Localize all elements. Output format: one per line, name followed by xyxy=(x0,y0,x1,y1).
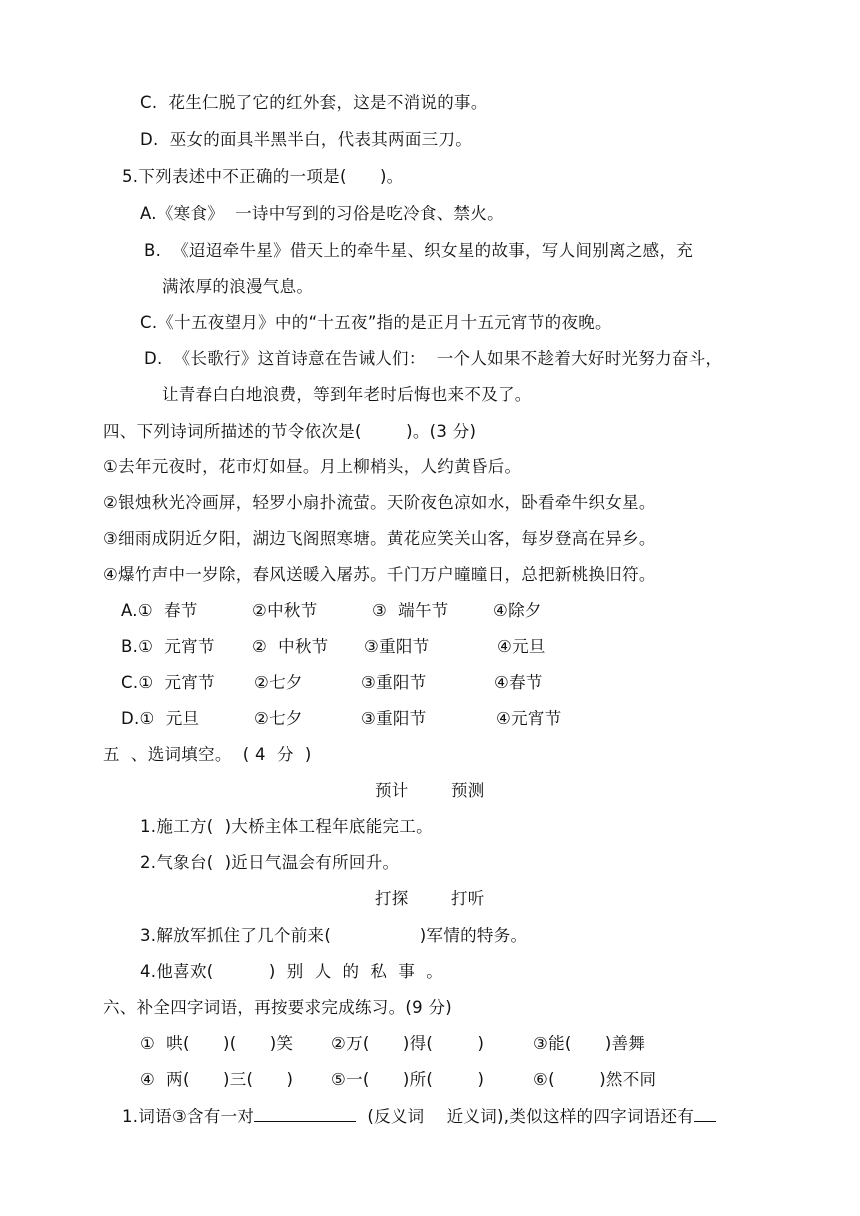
idiom-5: ⑤一( )所( ) xyxy=(331,1070,485,1089)
option-a-4: ④除夕 xyxy=(493,601,542,620)
option-d-2: ②七夕 xyxy=(254,709,303,728)
q3-option-c: C. 花生仁脱了它的红外套，这是不消说的事。 xyxy=(140,93,488,112)
option-d-1: D.① 元旦 xyxy=(121,709,200,728)
option-b-1: B.① 元宵节 xyxy=(121,637,215,656)
q5-option-d-line2: 让青春白白地浪费，等到年老时后悔也来不及了。 xyxy=(162,385,532,404)
option-c-4: ④春节 xyxy=(494,673,543,692)
q5-option-a: A.《寒食》 一诗中写到的习俗是吃冷食、禁火。 xyxy=(140,204,504,223)
q5-option-b-line1: B. 《迢迢牵牛星》借天上的牵牛星、织女星的故事，写人间别离之感，充 xyxy=(144,241,694,260)
q5-option-c: C.《十五夜望月》中的“十五夜”指的是正月十五元宵节的夜晚。 xyxy=(140,313,612,332)
fill-sentence-4: 4.他喜欢( ) 别 人 的 私 事 。 xyxy=(140,962,444,981)
option-a-3: ③ 端午节 xyxy=(372,601,449,620)
idiom-4: ④ 两( )三( ) xyxy=(140,1070,294,1089)
poem-3: ③细雨成阴近夕阳，湖边飞阁照寒塘。黄花应笑关山客，每岁登高在异乡。 xyxy=(103,529,656,548)
option-c-2: ②七夕 xyxy=(254,673,303,692)
idiom-1: ① 哄( )( )笑 xyxy=(140,1034,294,1053)
q5-option-b-line2: 满浓厚的浪漫气息。 xyxy=(162,277,314,296)
option-d-4: ④元宵节 xyxy=(496,709,562,728)
answer-blank-1[interactable] xyxy=(254,1105,356,1122)
word-pair-1-a: 预计 xyxy=(375,781,409,800)
word-pair-2-a: 打探 xyxy=(375,889,409,908)
option-b-3: ③重阳节 xyxy=(364,637,430,656)
option-a-2: ②中秋节 xyxy=(252,601,318,620)
fill-sentence-1: 1.施工方( )大桥主体工程年底能完工。 xyxy=(140,817,433,836)
q3-option-d: D. 巫女的面具半黑半白，代表其两面三刀。 xyxy=(140,130,473,149)
exercise-1-prefix: 1.词语③含有一对 xyxy=(122,1107,255,1126)
option-c-3: ③重阳节 xyxy=(361,673,427,692)
fill-sentence-3: 3.解放军抓住了几个前来( )军情的特务。 xyxy=(140,926,528,945)
idiom-2: ②万( )得( ) xyxy=(331,1034,485,1053)
section-6-title: 六、补全四字词语，再按要求完成练习。(9 分) xyxy=(103,998,453,1017)
word-pair-2-b: 打听 xyxy=(451,889,485,908)
idiom-3: ③能( )善舞 xyxy=(533,1034,646,1053)
section-4-title: 四、下列诗词所描述的节令依次是( )。(3 分) xyxy=(103,422,477,441)
option-b-2: ② 中秋节 xyxy=(252,637,329,656)
exercise-1 xyxy=(122,1105,716,1128)
q5-stem: 5.下列表述中不正确的一项是( )。 xyxy=(122,167,404,186)
option-b-4: ④元旦 xyxy=(497,637,546,656)
word-pair-1-b: 预测 xyxy=(451,781,485,800)
poem-1: ①去年元夜时，花市灯如昼。月上柳梢头，人约黄昏后。 xyxy=(103,457,522,476)
option-a-1: A.① 春节 xyxy=(121,601,198,620)
poem-2: ②银烛秋光冷画屏，轻罗小扇扑流萤。天阶夜色凉如水，卧看牵牛织女星。 xyxy=(103,493,656,512)
q5-option-d-line1: D. 《长歌行》这首诗意在告诫人们： 一个人如果不趁着大好时光努力奋斗， xyxy=(144,349,723,368)
section-5-title: 五 、选词填空。 ( 4 分 ) xyxy=(103,745,312,764)
exercise-1-suffix: (反义词 近义词),类似这样的四字词语还有 xyxy=(356,1107,695,1126)
option-c-1: C.① 元宵节 xyxy=(121,673,215,692)
option-d-3: ③重阳节 xyxy=(361,709,427,728)
fill-sentence-2: 2.气象台( )近日气温会有所回升。 xyxy=(140,853,400,872)
idiom-6: ⑥( )然不同 xyxy=(533,1070,657,1089)
poem-4: ④爆竹声中一岁除，春风送暖入屠苏。千门万户曈曈日，总把新桃换旧符。 xyxy=(103,565,656,584)
answer-blank-2[interactable] xyxy=(694,1105,716,1122)
